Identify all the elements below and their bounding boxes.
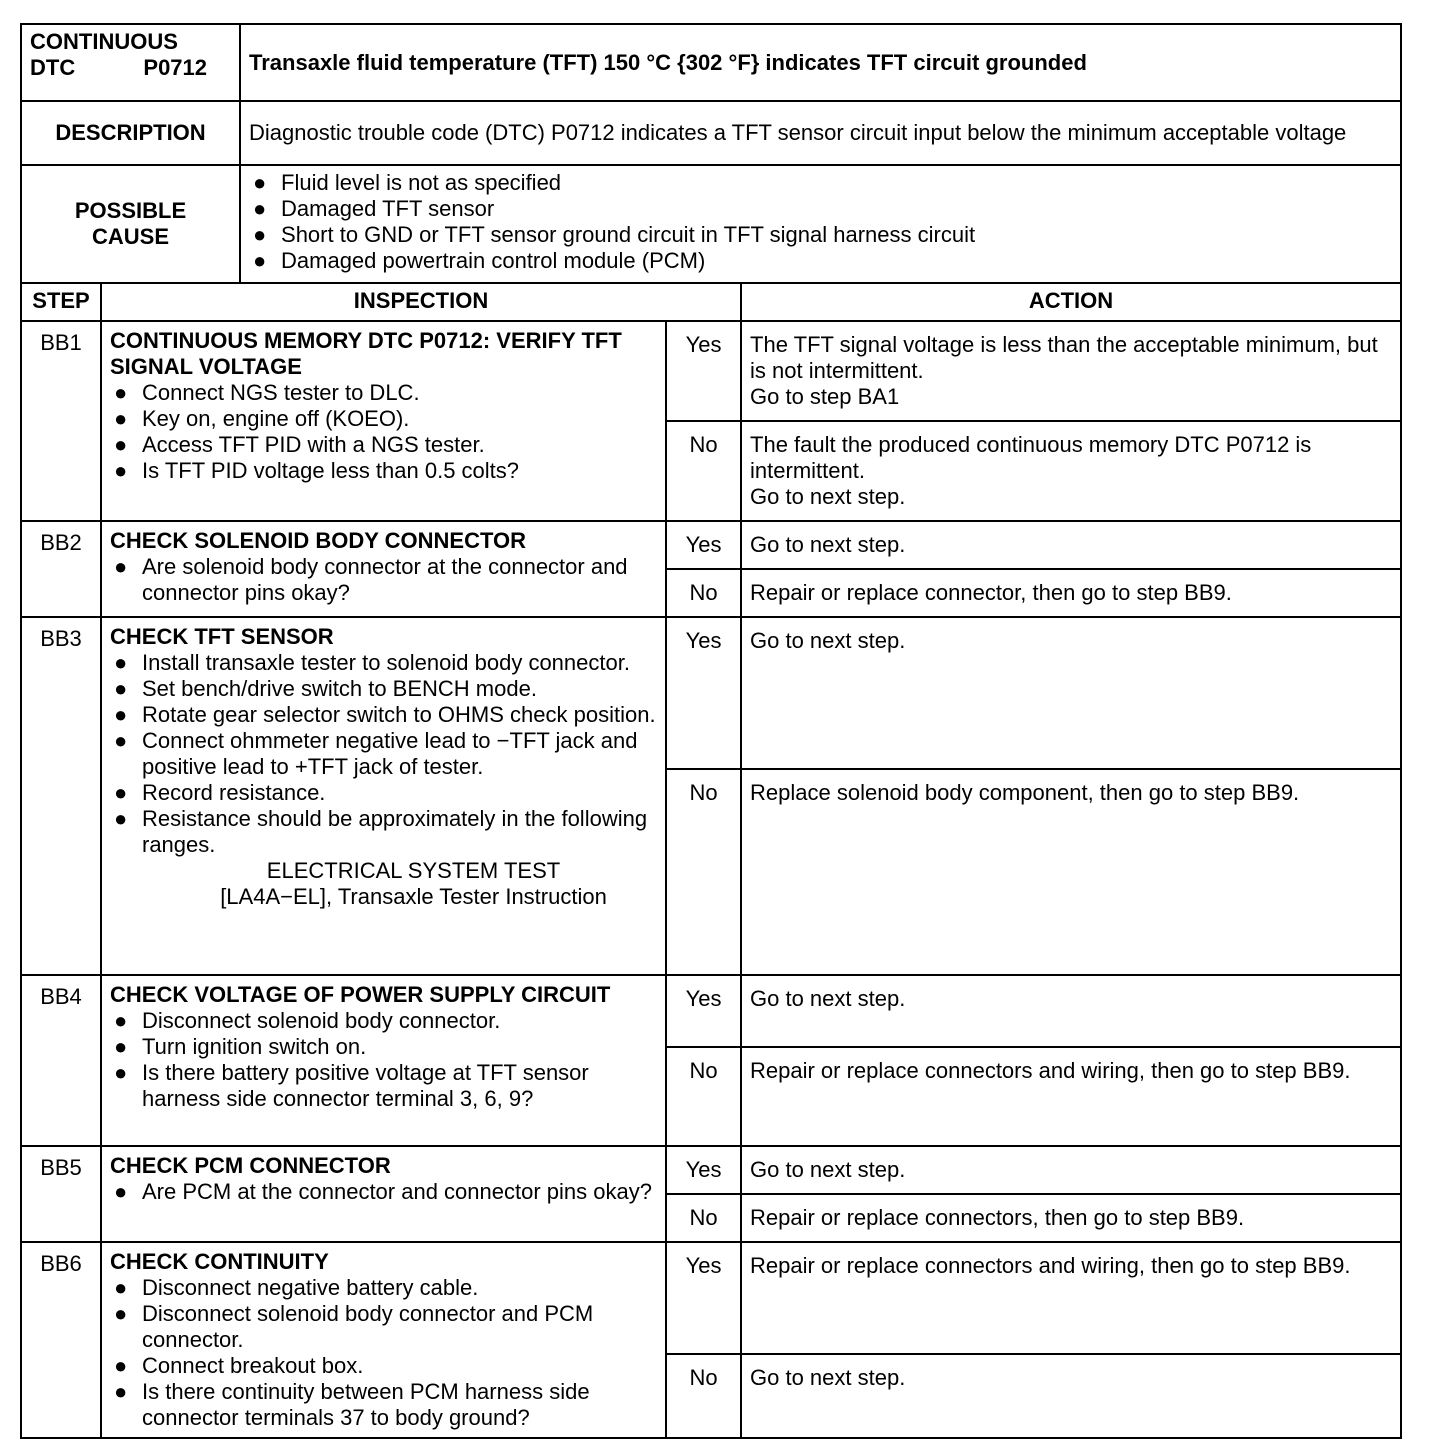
inspection-cell [101, 321, 666, 521]
bullet-icon: ● [114, 1275, 128, 1300]
bullet-icon: ● [114, 1353, 128, 1378]
bullet-icon: ● [114, 650, 128, 675]
no-action: Repair or replace connector, then go to step BB9. [741, 569, 1401, 617]
step-id: BB2 [21, 521, 101, 617]
reference-line-1: ELECTRICAL SYSTEM TEST [266, 858, 561, 883]
step-id: BB5 [21, 1146, 101, 1242]
step-title: CHECK SOLENOID BODY CONNECTOR [110, 528, 527, 553]
bullet-icon: ● [114, 728, 128, 753]
inspection-cell [101, 1146, 666, 1242]
no-action: Repair or replace connectors and wiring, then go to step BB9. [741, 1047, 1401, 1146]
list-item: ● Connect ohmmeter negative lead to −TFT jack and positive lead to +TFT jack of tester. [114, 728, 638, 779]
inspection-cell [101, 975, 666, 1146]
list-item: ● Rotate gear selector switch to OHMS check position. [114, 702, 656, 727]
bullet-icon: ● [114, 1301, 128, 1326]
dtc-label-cell [21, 24, 240, 101]
bullet-icon: ● [114, 1034, 128, 1059]
list-item: ● Access TFT PID with a NGS tester. [114, 432, 485, 457]
list-item: ● Turn ignition switch on. [114, 1034, 367, 1059]
reference-line-2: [LA4A−EL], Transaxle Tester Instruction [220, 884, 607, 909]
yes-label: Yes [666, 975, 741, 1047]
inspection-column-header: INSPECTION [101, 283, 741, 321]
list-item: ● Resistance should be approximately in the following ranges. [114, 806, 648, 857]
bullet-icon: ● [114, 676, 128, 701]
bullet-icon: ● [114, 702, 128, 727]
description-row [21, 101, 1401, 165]
possible-cause-label [21, 165, 240, 283]
bullet-icon: ● [253, 222, 267, 247]
step-title: CHECK VOLTAGE OF POWER SUPPLY CIRCUIT [110, 982, 611, 1007]
bullet-icon: ● [253, 248, 267, 273]
bullet-icon: ● [114, 1060, 128, 1085]
list-item: ● Is there continuity between PCM harness side connector terminals 37 to body ground? [114, 1379, 590, 1430]
step-id: BB1 [21, 321, 101, 521]
bullet-icon: ● [114, 1179, 128, 1204]
yes-label: Yes [666, 617, 741, 769]
list-item: ● Disconnect solenoid body connector and PCM connector. [114, 1301, 594, 1352]
dtc-line [30, 55, 231, 81]
step-column-header: STEP [21, 283, 101, 321]
list-item: ● Disconnect negative battery cable. [114, 1275, 479, 1300]
yes-action: Go to next step. [741, 975, 1401, 1047]
list-item: ● Record resistance. [114, 780, 326, 805]
list-item: ● Are PCM at the connector and connector pins okay? [114, 1179, 652, 1204]
yes-label: Yes [666, 1146, 741, 1194]
description-text: Diagnostic trouble code (DTC) P0712 indicates a TFT sensor circuit input below the minimum acceptable voltage [240, 101, 1401, 165]
step-row [21, 321, 1401, 421]
bullet-icon: ● [114, 406, 128, 431]
yes-action: The TFT signal voltage is less than the acceptable minimum, but is not intermittent. Go to step BA1 [741, 321, 1401, 421]
yes-action: Go to next step. [741, 617, 1401, 769]
step-id: BB3 [21, 617, 101, 975]
step-title: CHECK CONTINUITY [110, 1249, 329, 1274]
step-row [21, 521, 1401, 569]
list-item: ● Connect NGS tester to DLC. [114, 380, 420, 405]
yes-label: Yes [666, 321, 741, 421]
list-item: ● Fluid level is not as specified [253, 170, 562, 195]
step-title: CHECK TFT SENSOR [110, 624, 334, 649]
list-item: ● Set bench/drive switch to BENCH mode. [114, 676, 537, 701]
header-row [21, 24, 1401, 101]
step-row [21, 617, 1401, 769]
no-label: No [666, 569, 741, 617]
step-row [21, 1242, 1401, 1354]
yes-label: Yes [666, 1242, 741, 1354]
inspection-cell [101, 521, 666, 617]
yes-label: Yes [666, 521, 741, 569]
no-label: No [666, 1354, 741, 1438]
list-item: ● Install transaxle tester to solenoid body connector. [114, 650, 630, 675]
no-label: No [666, 1194, 741, 1242]
no-label: No [666, 1047, 741, 1146]
list-item: ● Disconnect solenoid body connector. [114, 1008, 501, 1033]
possible-cause-list [240, 165, 1401, 283]
dtc-title: Transaxle fluid temperature (TFT) 150 °C {302 °F} indicates TFT circuit grounded [240, 24, 1401, 101]
possible-cause-label-line2: CAUSE [92, 224, 170, 249]
yes-action: Repair or replace connectors and wiring, then go to step BB9. [741, 1242, 1401, 1354]
bullet-icon: ● [253, 196, 267, 221]
inspection-cell [101, 1242, 666, 1438]
bullet-icon: ● [114, 780, 128, 805]
yes-action: Go to next step. [741, 521, 1401, 569]
list-item: ● Are solenoid body connector at the connector and connector pins okay? [114, 554, 628, 605]
bullet-icon: ● [114, 554, 128, 579]
no-action: Replace solenoid body component, then go to step BB9. [741, 769, 1401, 975]
bullet-icon: ● [114, 806, 128, 831]
step-row [21, 975, 1401, 1047]
continuous-label: CONTINUOUS [30, 29, 178, 54]
no-action: The fault the produced continuous memory DTC P0712 is intermittent. Go to next step. [741, 421, 1401, 521]
diagnostic-table [20, 23, 1402, 1439]
list-item: ● Damaged powertrain control module (PCM) [253, 248, 706, 273]
step-id: BB6 [21, 1242, 101, 1438]
description-label: DESCRIPTION [21, 101, 240, 165]
bullet-icon: ● [114, 1008, 128, 1033]
step-title: CHECK PCM CONNECTOR [110, 1153, 391, 1178]
inspection-cell [101, 617, 666, 975]
list-item: ● Damaged TFT sensor [253, 196, 495, 221]
bullet-icon: ● [114, 432, 128, 457]
list-item: ● Short to GND or TFT sensor ground circuit in TFT signal harness circuit [253, 222, 976, 247]
column-header-row [21, 283, 1401, 321]
dtc-code: P0712 [143, 55, 208, 80]
no-action: Go to next step. [741, 1354, 1401, 1438]
step-id: BB4 [21, 975, 101, 1146]
bullet-icon: ● [253, 170, 267, 195]
bullet-icon: ● [114, 458, 128, 483]
possible-cause-row [21, 165, 1401, 283]
no-label: No [666, 421, 741, 521]
action-column-header: ACTION [741, 283, 1401, 321]
step-title: CONTINUOUS MEMORY DTC P0712: VERIFY TFT SIGNAL VOLTAGE [110, 328, 622, 379]
bullet-icon: ● [114, 1379, 128, 1404]
step-row [21, 1146, 1401, 1194]
yes-action: Go to next step. [741, 1146, 1401, 1194]
dtc-label: DTC [30, 55, 76, 80]
list-item: ● Is there battery positive voltage at TFT sensor harness side connector terminal 3, 6, 9? [114, 1060, 589, 1111]
no-label: No [666, 769, 741, 975]
list-item: ● Key on, engine off (KOEO). [114, 406, 410, 431]
list-item: ● Is TFT PID voltage less than 0.5 colts? [114, 458, 520, 483]
list-item: ● Connect breakout box. [114, 1353, 364, 1378]
possible-cause-label-line1: POSSIBLE [74, 198, 187, 223]
bullet-icon: ● [114, 380, 128, 405]
no-action: Repair or replace connectors, then go to step BB9. [741, 1194, 1401, 1242]
